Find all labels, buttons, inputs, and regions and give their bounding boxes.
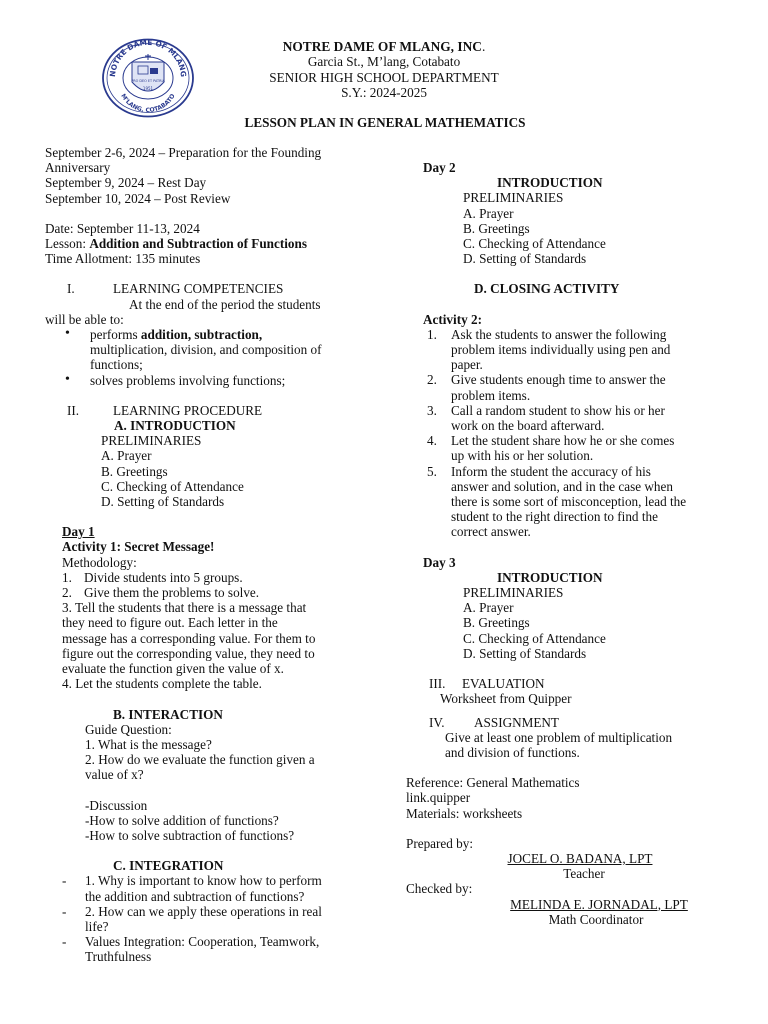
left-column bbox=[45, 145, 375, 965]
schedule-note: September 10, 2024 – Post Review bbox=[45, 190, 231, 206]
time-allotment: Time Allotment: 135 minutes bbox=[45, 251, 201, 267]
competencies-intro: At the end of the period the students bbox=[129, 296, 321, 312]
prelim-item: A. Prayer bbox=[463, 600, 514, 616]
competencies-intro: will be able to: bbox=[45, 311, 124, 327]
checked-by-label: Checked by: bbox=[406, 881, 473, 897]
reference-line: link.quipper bbox=[406, 790, 471, 806]
competency-item: • performs addition, subtraction, multiplication, division, and composition of functions; bbox=[65, 326, 322, 373]
activity2-step: 3. Call a random student to show his or her work on the board afterward. bbox=[427, 402, 665, 434]
seal-top-text: NOTRE DAME OF MLANG bbox=[107, 38, 189, 78]
prelim-item: A. Prayer bbox=[463, 205, 514, 221]
integration-item: - 1. Why is important to know how to perform the addition and subtraction of functions? bbox=[62, 873, 322, 904]
preliminaries-label: PRELIMINARIES bbox=[101, 433, 202, 449]
day2-label: Day 2 bbox=[423, 160, 456, 175]
lesson-date: Date: September 11-13, 2024 bbox=[45, 220, 200, 236]
seal-year: 1951 bbox=[142, 86, 154, 91]
prelim-item: B. Greetings bbox=[101, 463, 168, 479]
method-step: 1. Divide students into 5 groups. bbox=[62, 569, 243, 585]
seal-bottom-text: M'LANG, COTABATO bbox=[119, 92, 177, 115]
prelim-item: D. Setting of Standards bbox=[101, 494, 225, 510]
prelim-item: C. Checking of Attendance bbox=[463, 630, 606, 646]
introduction-heading: A. INTRODUCTION bbox=[114, 418, 236, 434]
evaluation-text: Worksheet from Quipper bbox=[440, 691, 572, 707]
prepared-by-label: Prepared by: bbox=[406, 835, 474, 851]
competency-item: • solves problems involving functions; bbox=[65, 371, 286, 388]
document-header bbox=[170, 39, 598, 101]
preparer-role: Teacher bbox=[563, 866, 605, 882]
prelim-item: A. Prayer bbox=[101, 448, 152, 464]
interaction-content: Guide Question: 1. What is the message? 2. How do we evaluate the function given a value of x? -Discussion -How to solve addition of functions? -How to solve subtraction of functions? bbox=[85, 721, 315, 843]
day2-introduction: INTRODUCTION bbox=[497, 175, 603, 191]
assignment-text: Give at least one problem of multiplication and division of functions. bbox=[445, 729, 673, 760]
bullet-icon: • bbox=[65, 371, 70, 387]
right-column bbox=[406, 160, 736, 927]
school-address: Garcia St., M’lang, Cotabato bbox=[307, 54, 461, 70]
checker-role: Math Coordinator bbox=[548, 911, 644, 927]
prelim-item: C. Checking of Attendance bbox=[101, 478, 244, 494]
activity2-step: 1. Ask the students to answer the following problem items individually using pen and paper. bbox=[427, 326, 671, 373]
schedule-note: September 9, 2024 – Rest Day bbox=[45, 175, 207, 191]
schedule-note: September 2-6, 2024 – Preparation for the Founding bbox=[45, 145, 322, 160]
prelim-item: B. Greetings bbox=[463, 615, 530, 631]
school-name: NOTRE DAME OF MLANG, INC. bbox=[282, 39, 486, 54]
prelim-item: D. Setting of Standards bbox=[463, 251, 587, 267]
integration-heading: C. INTEGRATION bbox=[113, 858, 224, 874]
interaction-heading: B. INTERACTION bbox=[113, 706, 223, 722]
day3-preliminaries: PRELIMINARIES A. Prayer B. Greetings C. Checking of Attendance D. Setting of Standards bbox=[406, 585, 736, 661]
activity1-title: Activity 1: Secret Message! bbox=[62, 539, 215, 555]
prelim-item: C. Checking of Attendance bbox=[463, 236, 606, 252]
reference-line: Reference: General Mathematics bbox=[406, 775, 580, 791]
bullet-icon: • bbox=[65, 326, 70, 342]
section-assignment-heading: IV. ASSIGNMENT bbox=[429, 714, 559, 730]
activity2-step: 2. Give students enough time to answer the problem items. bbox=[427, 372, 666, 403]
school-year: S.Y.: 2024-2025 bbox=[341, 85, 427, 101]
day2-preliminaries: PRELIMINARIES A. Prayer B. Greetings C. Checking of Attendance D. Setting of Standards bbox=[406, 190, 736, 266]
reference-line: Materials: worksheets bbox=[406, 805, 523, 821]
day1-label: Day 1 bbox=[62, 524, 95, 540]
preparer-name: JOCEL O. BADANA, LPT bbox=[507, 850, 653, 866]
activity2-step: 4. Let the student share how he or she comes up with his or her solution. bbox=[427, 433, 675, 464]
closing-activity-heading: D. CLOSING ACTIVITY bbox=[474, 281, 620, 297]
activity2-step: 5. Inform the student the accuracy of his answer and solution, and in the case when there is some sort of misconception, lead the student to the right direction to find the correct answer. bbox=[427, 463, 687, 540]
day3-introduction: INTRODUCTION bbox=[497, 569, 603, 585]
method-step-4: 4. Let the students complete the table. bbox=[62, 676, 262, 692]
day3-label: Day 3 bbox=[423, 554, 456, 570]
activity2-steps bbox=[406, 327, 736, 540]
method-step-3: 3. Tell the students that there is a message that they need to figure out. Each letter in the message has a corresponding value. For them to figure out the corresponding value, they need to evaluate the function given the value of x. bbox=[62, 600, 316, 677]
method-step: 2. Give them the problems to solve. bbox=[62, 585, 260, 601]
lesson-title: Lesson: Addition and Subtraction of Functions bbox=[45, 236, 307, 252]
integration-item: - 2. How can we apply these operations in real life? bbox=[62, 903, 322, 934]
section-evaluation-heading: III. EVALUATION bbox=[429, 676, 545, 692]
schedule-note: Anniversary bbox=[45, 160, 111, 176]
methodology-label: Methodology: bbox=[62, 554, 137, 570]
integration-item: - Values Integration: Cooperation, Teamwork, Truthfulness bbox=[62, 934, 320, 965]
checker-name: MELINDA E. JORNADAL, LPT bbox=[510, 896, 688, 912]
page-title: LESSON PLAN IN GENERAL MATHEMATICS bbox=[244, 115, 526, 130]
section-procedure-heading: II. LEARNING PROCEDURE bbox=[67, 402, 263, 418]
prelim-item: D. Setting of Standards bbox=[463, 645, 587, 661]
seal-motto: PRO DEO ET PATRIA bbox=[131, 79, 165, 83]
prelim-item: B. Greetings bbox=[463, 220, 530, 236]
school-department: SENIOR HIGH SCHOOL DEPARTMENT bbox=[269, 69, 499, 85]
activity2-label: Activity 2: bbox=[423, 311, 482, 327]
svg-text:M'LANG, COTABATO bbox=[119, 93, 176, 114]
section-competencies-heading: I. LEARNING COMPETENCIES bbox=[67, 281, 284, 297]
